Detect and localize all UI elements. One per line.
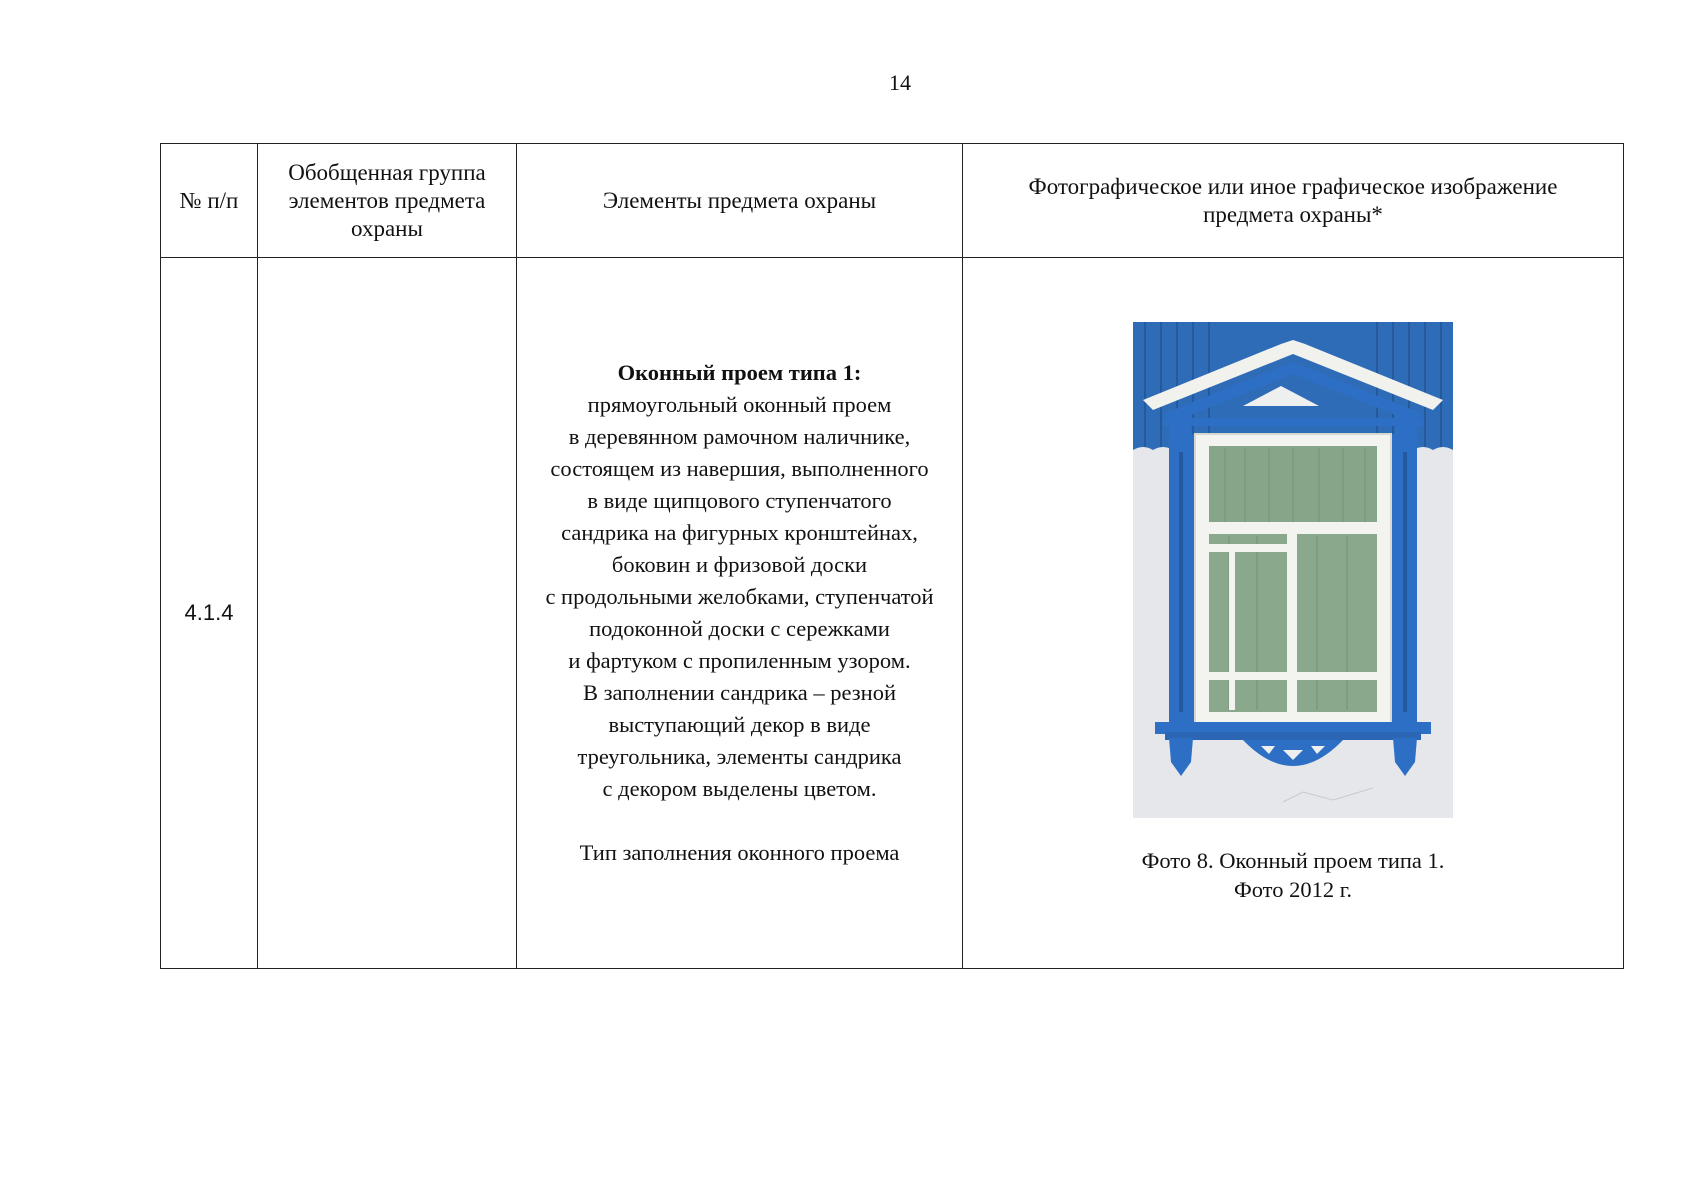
page-number: 14 bbox=[889, 70, 911, 95]
description-line: в виде щипцового ступенчатого bbox=[587, 488, 892, 513]
photo-glass-left bbox=[1209, 534, 1287, 712]
window-photo-image bbox=[1133, 322, 1453, 818]
photo-sash-vertical-left bbox=[1229, 550, 1235, 710]
description-line: прямоугольный оконный проем bbox=[587, 392, 892, 417]
photo-sash-bar-left bbox=[1209, 544, 1287, 552]
cell-number: 4.1.4 bbox=[161, 258, 258, 969]
window-photo bbox=[1133, 322, 1453, 818]
header-group bbox=[258, 144, 517, 258]
header-image-label: Фотографическое или иное графическое изображение предмета охраны* bbox=[1028, 173, 1558, 227]
cell-photo bbox=[963, 258, 1624, 969]
photo-glass-right bbox=[1297, 534, 1377, 712]
photo-groove-right bbox=[1403, 452, 1407, 712]
cell-description bbox=[517, 258, 963, 969]
photo-frieze-top bbox=[1163, 418, 1423, 426]
description-line: треугольника, элементы сандрика bbox=[577, 744, 902, 769]
description-line: подоконной доски с сережками bbox=[589, 616, 890, 641]
description-line: в деревянном рамочном наличнике, bbox=[568, 424, 911, 449]
table-header-row bbox=[161, 144, 1624, 258]
photo-sill-step bbox=[1165, 732, 1421, 740]
description-line: с продольными желобками, ступенчатой bbox=[545, 584, 934, 609]
description-gap bbox=[517, 805, 962, 837]
header-group-label: Обобщенная группа элементов предмета охраны bbox=[288, 159, 486, 241]
photo-caption-line2: Фото 2012 г. bbox=[1233, 877, 1353, 902]
photo-sash-bar-right bbox=[1297, 672, 1377, 680]
description-heading: Оконный проем типа 1: bbox=[617, 360, 862, 385]
table-row bbox=[161, 258, 1624, 969]
cell-group bbox=[258, 258, 517, 969]
header-image bbox=[963, 144, 1624, 258]
description-line: и фартуком с пропиленным узором. bbox=[568, 648, 911, 673]
description-line: с декором выделены цветом. bbox=[602, 776, 877, 801]
description-line: боковин и фризовой доски bbox=[611, 552, 868, 577]
protection-table bbox=[160, 143, 1624, 969]
photo-groove-left bbox=[1179, 452, 1183, 712]
header-elements: Элементы предмета охраны bbox=[517, 144, 963, 258]
description-line: состоящем из навершия, выполненного bbox=[550, 456, 929, 481]
description-text bbox=[517, 357, 962, 869]
header-number: № п/п bbox=[161, 144, 258, 258]
description-line: сандрика на фигурных кронштейнах, bbox=[561, 520, 918, 545]
photo-sash-bar-left-low bbox=[1209, 672, 1287, 680]
description-line: В заполнении сандрика – резной bbox=[582, 680, 897, 705]
photo-mullion bbox=[1287, 522, 1297, 714]
photo-caption bbox=[963, 846, 1623, 904]
description-footer: Тип заполнения оконного проема bbox=[579, 840, 900, 865]
photo-caption-line1: Фото 8. Оконный проем типа 1. bbox=[1141, 848, 1445, 873]
description-line: выступающий декор в виде bbox=[608, 712, 871, 737]
